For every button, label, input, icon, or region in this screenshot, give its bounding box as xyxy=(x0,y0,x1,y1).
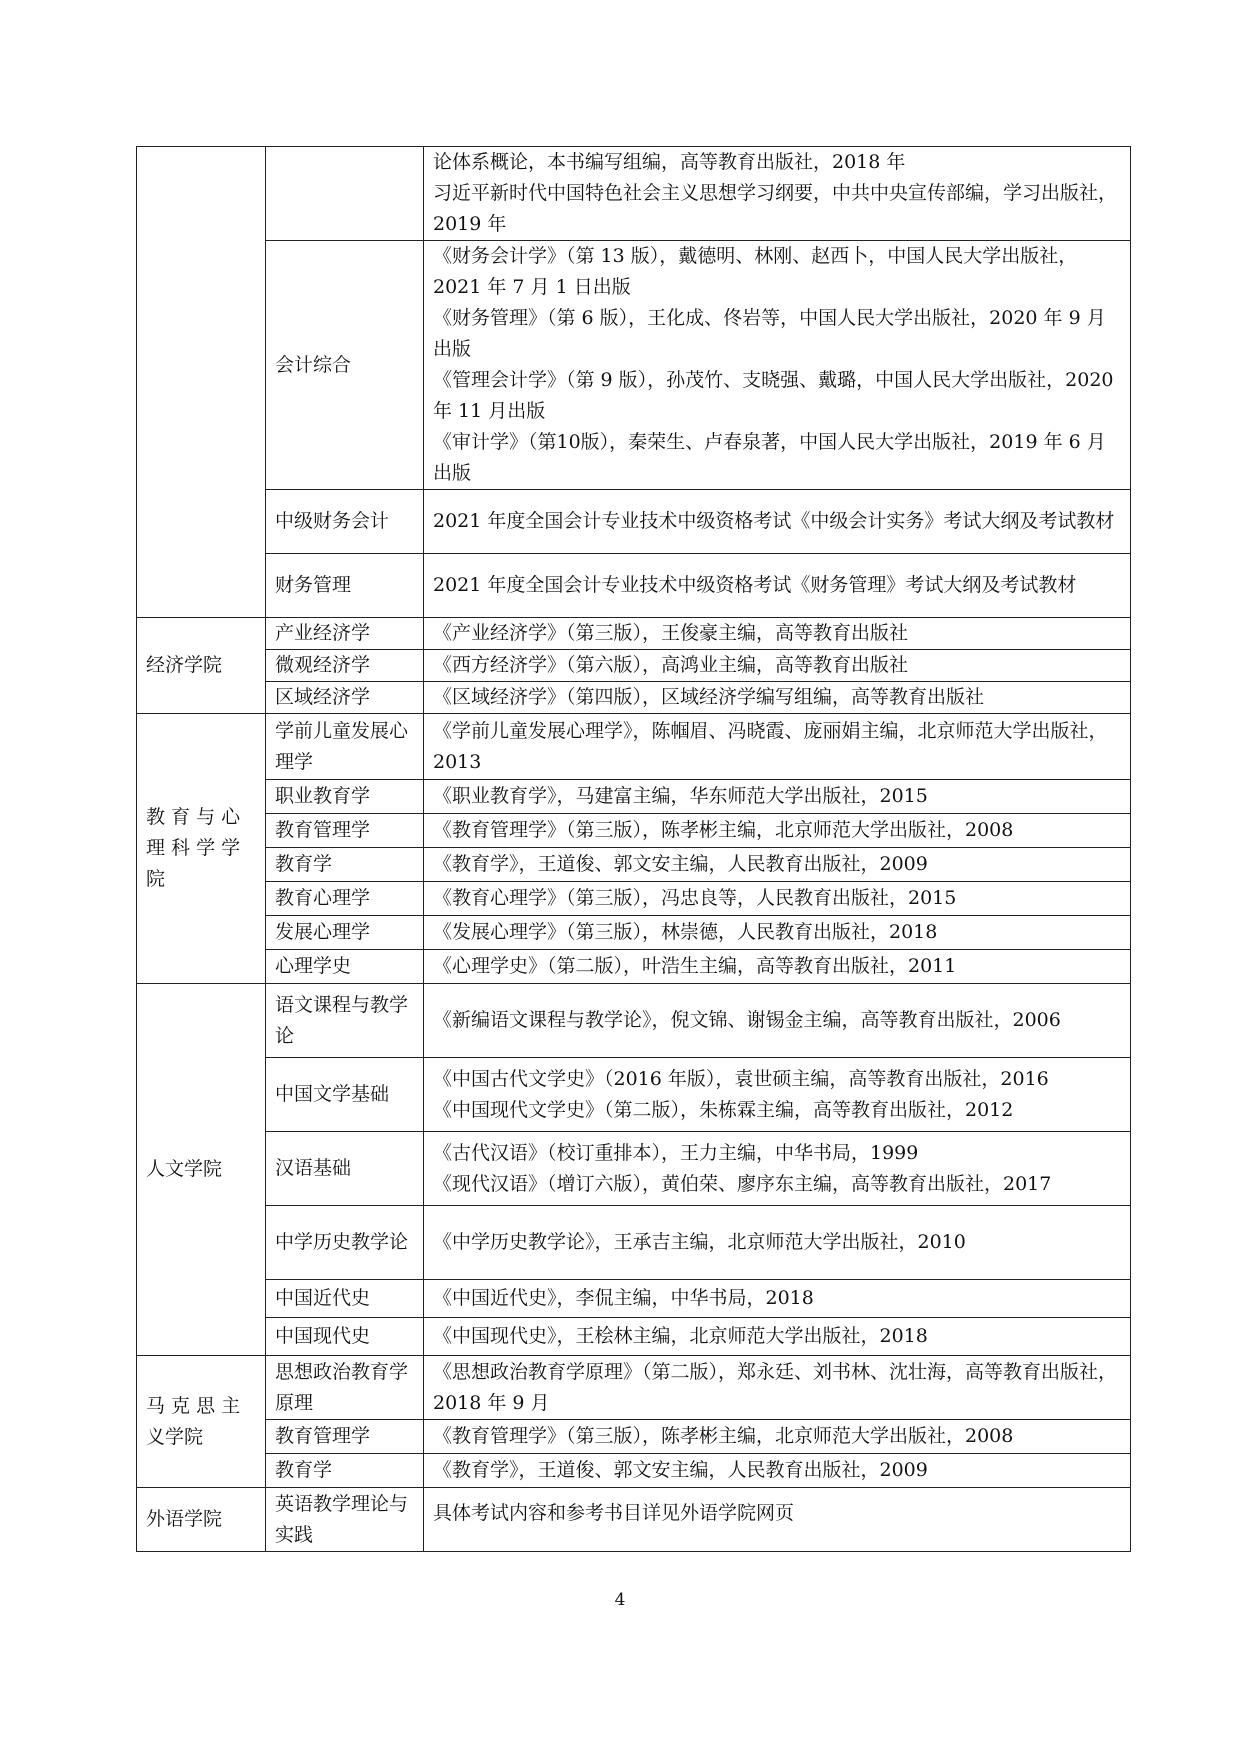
reference-cell: 《区域经济学》（第四版），区域经济学编写组编，高等教育出版社 xyxy=(424,682,1131,714)
table-row xyxy=(137,1058,1131,1132)
subject-cell: 中级财务会计 xyxy=(266,490,424,554)
reference-cell: 《教育心理学》（第三版），冯忠良等，人民教育出版社，2015 xyxy=(424,882,1131,916)
table-row xyxy=(137,780,1131,814)
table-row xyxy=(137,1132,1131,1206)
reference-cell: 《中国古代文学史》（2016 年版），袁世硕主编，高等教育出版社，2016 《中国现代文学史》（第二版），朱栋霖主编，高等教育出版社，2012 xyxy=(424,1058,1131,1132)
college-cell: 教 育 与 心 理 科 学 学 院 xyxy=(137,714,266,984)
subject-cell: 中国近代史 xyxy=(266,1280,424,1318)
reference-cell: 2021 年度全国会计专业技术中级资格考试《中级会计实务》考试大纲及考试教材 xyxy=(424,490,1131,554)
subject-cell: 财务管理 xyxy=(266,554,424,618)
subject-cell: 思想政治教育学原理 xyxy=(266,1356,424,1420)
reference-cell: 具体考试内容和参考书目详见外语学院网页 xyxy=(424,1488,1131,1552)
subject-cell: 会计综合 xyxy=(266,241,424,490)
college-cell xyxy=(137,147,266,618)
table-row xyxy=(137,1356,1131,1420)
reference-cell: 《教育管理学》（第三版），陈孝彬主编，北京师范大学出版社，2008 xyxy=(424,1420,1131,1454)
table-row xyxy=(137,916,1131,950)
table-row xyxy=(137,950,1131,984)
college-cell: 人文学院 xyxy=(137,984,266,1356)
table-row xyxy=(137,1318,1131,1356)
reference-cell: 《中国近代史》，李侃主编，中华书局，2018 xyxy=(424,1280,1131,1318)
table-row xyxy=(137,241,1131,490)
table-row xyxy=(137,618,1131,650)
reference-cell: 《产业经济学》（第三版），王俊豪主编，高等教育出版社 xyxy=(424,618,1131,650)
subject-cell xyxy=(266,147,424,241)
subject-cell: 教育学 xyxy=(266,848,424,882)
table-row xyxy=(137,1280,1131,1318)
reference-cell: 《财务会计学》（第 13 版），戴德明、林刚、赵西卜，中国人民大学出版社，2021 年 7 月 1 日出版 《财务管理》（第 6 版），王化成、佟岩等，中国人民大学出版社，2020 年 9 月出版 《管理会计学》（第 9 版），孙茂竹、支晓强、戴璐，中国人民大学出版社，2020 年 11 月出版 《审计学》（第10版），秦荣生、卢春泉著，中国人民大学出版社，2019 年 6 月出版 xyxy=(424,241,1131,490)
reference-cell: 2021 年度全国会计专业技术中级资格考试《财务管理》考试大纲及考试教材 xyxy=(424,554,1131,618)
table-row xyxy=(137,650,1131,682)
table-row xyxy=(137,1454,1131,1488)
subject-cell: 中国现代史 xyxy=(266,1318,424,1356)
table-row xyxy=(137,1420,1131,1454)
reference-cell: 《思想政治教育学原理》（第二版），郑永廷、刘书林、沈壮海，高等教育出版社，2018 年 9 月 xyxy=(424,1356,1131,1420)
reference-cell: 《西方经济学》（第六版），高鸿业主编，高等教育出版社 xyxy=(424,650,1131,682)
reference-cell: 论体系概论，本书编写组编，高等教育出版社，2018 年 习近平新时代中国特色社会主义思想学习纲要，中共中央宣传部编，学习出版社，2019 年 xyxy=(424,147,1131,241)
reference-cell: 《教育学》，王道俊、郭文安主编，人民教育出版社，2009 xyxy=(424,848,1131,882)
college-cell: 经济学院 xyxy=(137,618,266,714)
table-row xyxy=(137,1206,1131,1280)
table-row xyxy=(137,984,1131,1058)
reference-cell: 《中学历史教学论》，王承吉主编，北京师范大学出版社，2010 xyxy=(424,1206,1131,1280)
table-row xyxy=(137,147,1131,241)
reference-cell: 《职业教育学》，马建富主编，华东师范大学出版社，2015 xyxy=(424,780,1131,814)
reference-book-table xyxy=(136,146,1131,1552)
subject-cell: 微观经济学 xyxy=(266,650,424,682)
table-row xyxy=(137,1488,1131,1552)
reference-cell: 《心理学史》（第二版），叶浩生主编，高等教育出版社，2011 xyxy=(424,950,1131,984)
reference-cell: 《中国现代史》，王桧林主编，北京师范大学出版社，2018 xyxy=(424,1318,1131,1356)
table-row xyxy=(137,682,1131,714)
subject-cell: 教育心理学 xyxy=(266,882,424,916)
subject-cell: 职业教育学 xyxy=(266,780,424,814)
college-cell: 外语学院 xyxy=(137,1488,266,1552)
table-row xyxy=(137,490,1131,554)
subject-cell: 英语教学理论与实践 xyxy=(266,1488,424,1552)
table-row xyxy=(137,848,1131,882)
subject-cell: 中学历史教学论 xyxy=(266,1206,424,1280)
subject-cell: 产业经济学 xyxy=(266,618,424,650)
reference-cell: 《教育学》，王道俊、郭文安主编，人民教育出版社，2009 xyxy=(424,1454,1131,1488)
subject-cell: 心理学史 xyxy=(266,950,424,984)
table-row xyxy=(137,882,1131,916)
college-cell: 马 克 思 主 义学院 xyxy=(137,1356,266,1488)
table-row xyxy=(137,814,1131,848)
subject-cell: 汉语基础 xyxy=(266,1132,424,1206)
reference-cell: 《古代汉语》（校订重排本），王力主编，中华书局，1999 《现代汉语》（增订六版），黄伯荣、廖序东主编，高等教育出版社，2017 xyxy=(424,1132,1131,1206)
subject-cell: 教育学 xyxy=(266,1454,424,1488)
reference-cell: 《教育管理学》（第三版），陈孝彬主编，北京师范大学出版社，2008 xyxy=(424,814,1131,848)
subject-cell: 教育管理学 xyxy=(266,814,424,848)
subject-cell: 中国文学基础 xyxy=(266,1058,424,1132)
page-number: 4 xyxy=(614,1590,626,1610)
table-row xyxy=(137,554,1131,618)
subject-cell: 区域经济学 xyxy=(266,682,424,714)
reference-cell: 《发展心理学》（第三版），林崇德，人民教育出版社，2018 xyxy=(424,916,1131,950)
reference-cell: 《学前儿童发展心理学》，陈帼眉、冯晓霞、庞丽娟主编，北京师范大学出版社，2013 xyxy=(424,714,1131,780)
subject-cell: 语文课程与教学论 xyxy=(266,984,424,1058)
subject-cell: 学前儿童发展心理学 xyxy=(266,714,424,780)
subject-cell: 发展心理学 xyxy=(266,916,424,950)
subject-cell: 教育管理学 xyxy=(266,1420,424,1454)
table-row xyxy=(137,714,1131,780)
reference-cell: 《新编语文课程与教学论》，倪文锦、谢锡金主编，高等教育出版社，2006 xyxy=(424,984,1131,1058)
